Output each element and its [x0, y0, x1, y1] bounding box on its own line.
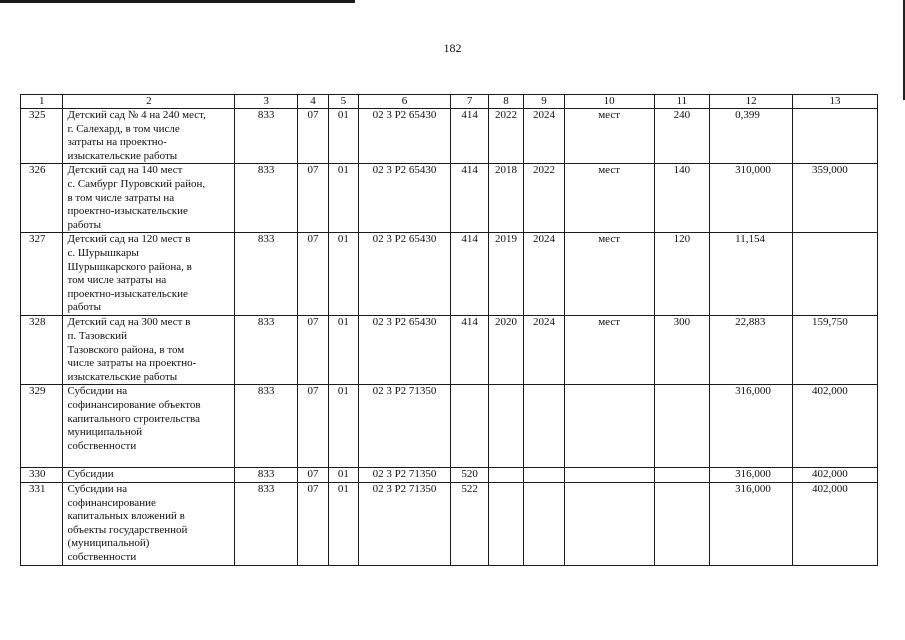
column-header: 11 — [654, 95, 710, 109]
amount-year1-cell: 316,000 — [710, 468, 793, 483]
subsection-code-cell: 01 — [329, 109, 358, 164]
object-name-line: Детский сад на 140 мест — [67, 164, 183, 177]
target-article-cell: 02 3 Р2 65430 — [358, 316, 451, 385]
object-name-cell — [63, 468, 235, 483]
object-name-line: Субсидии на — [67, 385, 128, 398]
object-name-cell — [63, 316, 235, 385]
object-name-line: работы — [67, 301, 101, 314]
object-name-line: Детский сад на 300 мест в — [67, 316, 191, 329]
expense-type-cell: 520 — [451, 468, 488, 483]
budget-table — [20, 94, 878, 566]
row-number-cell: 331 — [21, 482, 63, 565]
subsection-code-cell: 01 — [329, 482, 358, 565]
unit-cell: мест — [564, 233, 654, 316]
object-name-cell — [63, 482, 235, 565]
capacity-cell — [654, 482, 710, 565]
start-year-cell — [488, 468, 523, 483]
end-year-cell: 2024 — [524, 109, 564, 164]
column-header: 9 — [524, 95, 564, 109]
section-code-cell: 07 — [297, 482, 328, 565]
subsection-code-cell: 01 — [329, 468, 358, 483]
table-row — [21, 385, 878, 468]
column-header: 7 — [451, 95, 488, 109]
column-header: 1 — [21, 95, 63, 109]
section-code-cell: 07 — [297, 385, 328, 468]
object-name-line: капитального строительства — [67, 412, 200, 425]
amount-year1-cell: 316,000 — [710, 385, 793, 468]
amount-year2-cell: 402,000 — [793, 482, 878, 565]
column-header: 4 — [297, 95, 328, 109]
ministry-code-cell: 833 — [235, 233, 298, 316]
column-header: 3 — [235, 95, 298, 109]
object-name-cell — [63, 109, 235, 164]
target-article-cell: 02 3 Р2 65430 — [358, 233, 451, 316]
row-number-cell: 329 — [21, 385, 63, 468]
start-year-cell: 2020 — [488, 316, 523, 385]
row-number-cell: 325 — [21, 109, 63, 164]
unit-cell: мест — [564, 164, 654, 233]
column-header: 5 — [329, 95, 358, 109]
object-name-line: с. Самбург Пуровский район, — [67, 177, 206, 190]
end-year-cell: 2024 — [524, 233, 564, 316]
unit-cell: мест — [564, 316, 654, 385]
object-name-cell — [63, 385, 235, 468]
amount-year2-cell — [793, 109, 878, 164]
table-row — [21, 482, 878, 565]
object-name-line: изыскательские работы — [67, 370, 178, 383]
section-code-cell: 07 — [297, 316, 328, 385]
table-row — [21, 164, 878, 233]
object-name-line: капитальных вложений в — [67, 510, 185, 523]
start-year-cell — [488, 385, 523, 468]
ministry-code-cell: 833 — [235, 109, 298, 164]
object-name-line: числе затраты на проектно- — [67, 357, 197, 370]
object-name-line: объекты государственной — [67, 523, 188, 536]
end-year-cell: 2022 — [524, 164, 564, 233]
ministry-code-cell: 833 — [235, 316, 298, 385]
table-row — [21, 233, 878, 316]
row-number-cell: 330 — [21, 468, 63, 483]
object-name-line: софинансирование объектов — [67, 398, 201, 411]
target-article-cell: 02 3 Р2 71350 — [358, 482, 451, 565]
start-year-cell — [488, 482, 523, 565]
object-name-line: софинансирование — [67, 496, 156, 509]
row-number-cell: 328 — [21, 316, 63, 385]
subsection-code-cell: 01 — [329, 164, 358, 233]
capacity-cell — [654, 385, 710, 468]
subsection-code-cell: 01 — [329, 233, 358, 316]
row-number-cell: 327 — [21, 233, 63, 316]
end-year-cell — [524, 482, 564, 565]
target-article-cell: 02 3 Р2 65430 — [358, 109, 451, 164]
column-header: 13 — [793, 95, 878, 109]
object-name-line: Шурышкарского района, в — [67, 260, 192, 273]
column-header: 2 — [63, 95, 235, 109]
header-row — [21, 95, 878, 109]
amount-year2-cell — [793, 233, 878, 316]
expense-type-cell: 522 — [451, 482, 488, 565]
object-name-line: собственности — [67, 550, 137, 563]
section-code-cell: 07 — [297, 164, 328, 233]
end-year-cell — [524, 385, 564, 468]
expense-type-cell: 414 — [451, 164, 488, 233]
object-name-line: том числе затраты на — [67, 274, 167, 287]
column-header: 12 — [710, 95, 793, 109]
target-article-cell: 02 3 Р2 71350 — [358, 468, 451, 483]
object-name-line: проектно-изыскательские — [67, 287, 188, 300]
section-code-cell: 07 — [297, 468, 328, 483]
expense-type-cell: 414 — [451, 233, 488, 316]
column-header: 6 — [358, 95, 451, 109]
unit-cell: мест — [564, 109, 654, 164]
capacity-cell — [654, 468, 710, 483]
amount-year2-cell: 359,000 — [793, 164, 878, 233]
page-number: 182 — [443, 41, 462, 55]
start-year-cell: 2019 — [488, 233, 523, 316]
amount-year1-cell: 0,399 — [710, 109, 793, 164]
object-name-line: Субсидии на — [67, 482, 128, 495]
capacity-cell: 300 — [654, 316, 710, 385]
expense-type-cell — [451, 385, 488, 468]
table-row — [21, 109, 878, 164]
expense-type-cell: 414 — [451, 316, 488, 385]
object-name-line: п. Тазовский — [67, 329, 128, 342]
object-name-line: г. Салехард, в том числе — [67, 122, 180, 135]
object-name-cell — [63, 164, 235, 233]
section-code-cell: 07 — [297, 233, 328, 316]
object-name-line: Детский сад на 120 мест в — [67, 233, 191, 246]
ministry-code-cell: 833 — [235, 164, 298, 233]
start-year-cell: 2022 — [488, 109, 523, 164]
amount-year2-cell: 159,750 — [793, 316, 878, 385]
subsection-code-cell: 01 — [329, 385, 358, 468]
amount-year1-cell: 310,000 — [710, 164, 793, 233]
object-name-line: (муниципальной) — [67, 537, 150, 550]
object-name-line: в том числе затраты на — [67, 191, 175, 204]
table-row — [21, 316, 878, 385]
target-article-cell: 02 3 Р2 71350 — [358, 385, 451, 468]
end-year-cell: 2024 — [524, 316, 564, 385]
column-header: 8 — [488, 95, 523, 109]
object-name-line: работы — [67, 218, 101, 231]
start-year-cell: 2018 — [488, 164, 523, 233]
amount-year1-cell: 11,154 — [710, 233, 793, 316]
top-border-line — [0, 0, 355, 3]
ministry-code-cell: 833 — [235, 482, 298, 565]
section-code-cell: 07 — [297, 109, 328, 164]
unit-cell — [564, 468, 654, 483]
capacity-cell: 240 — [654, 109, 710, 164]
ministry-code-cell: 833 — [235, 385, 298, 468]
row-number-cell: 326 — [21, 164, 63, 233]
object-name-line: Тазовского района, в том — [67, 343, 185, 356]
end-year-cell — [524, 468, 564, 483]
target-article-cell: 02 3 Р2 65430 — [358, 164, 451, 233]
object-name-line: затраты на проектно- — [67, 136, 167, 149]
object-name-line: собственности — [67, 439, 137, 452]
object-name-line: Детский сад № 4 на 240 мест, — [67, 109, 206, 121]
capacity-cell: 140 — [654, 164, 710, 233]
ministry-code-cell: 833 — [235, 468, 298, 483]
object-name-line: с. Шурышкары — [67, 246, 139, 259]
object-name-line: проектно-изыскательские — [67, 205, 188, 218]
object-name-line: изыскательские работы — [67, 149, 178, 162]
column-header: 10 — [564, 95, 654, 109]
amount-year2-cell: 402,000 — [793, 385, 878, 468]
object-name-line: Субсидии — [67, 468, 114, 481]
table-row — [21, 468, 878, 483]
unit-cell — [564, 482, 654, 565]
object-name-line: муниципальной — [67, 426, 143, 439]
amount-year1-cell: 316,000 — [710, 482, 793, 565]
amount-year1-cell: 22,883 — [710, 316, 793, 385]
subsection-code-cell: 01 — [329, 316, 358, 385]
object-name-cell — [63, 233, 235, 316]
capacity-cell: 120 — [654, 233, 710, 316]
expense-type-cell: 414 — [451, 109, 488, 164]
unit-cell — [564, 385, 654, 468]
amount-year2-cell: 402,000 — [793, 468, 878, 483]
